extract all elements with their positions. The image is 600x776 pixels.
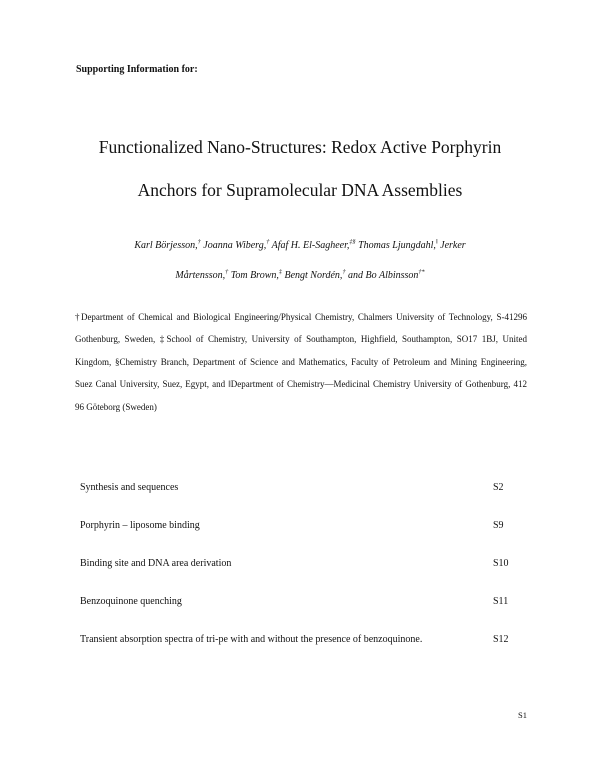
toc-item-label: Synthesis and sequences [80, 482, 179, 493]
affiliations-paragraph: †Department of Chemical and Biological Engineering/Physical Chemistry, Chalmers University of Technology, S-41296 Gothenburg, Sweden, ‡School of Chemistry, University of Southampton, Highfield, Southampton, SO17 1BJ, United Kingdom, §Chemistry Branch, Department of Science and Mathematics, Faculty of Petroleum and Mining Engineering, Suez Canal University, Suez, Egypt, and ‖Department of Chemistry—Medicinal Chemistry University of Gothenburg, 412 96 Göteborg (Sweden) [75, 312, 527, 412]
authors-line-2: Mårtensson,† Tom Brown,‡ Bengt Nordén,† and Bo Albinsson†* [175, 268, 425, 281]
page-number: S1 [518, 710, 527, 720]
toc-item-page: S11 [493, 596, 509, 607]
toc-item-page: S9 [493, 520, 504, 531]
toc-row [80, 596, 517, 634]
toc-item-label: Porphyrin – liposome binding [80, 520, 200, 531]
toc-item-page: S12 [493, 634, 509, 645]
supporting-info-label: Supporting Information for: [76, 64, 198, 75]
toc-row [80, 520, 517, 558]
toc-item-page: S10 [493, 558, 509, 569]
paper-title-line-2: Anchors for Supramolecular DNA Assemblies [137, 180, 463, 200]
paper-title-line-1: Functionalized Nano-Structures: Redox Active Porphyrin [98, 137, 502, 157]
authors-line-1: Karl Börjesson,† Joanna Wiberg,† Afaf H. El-Sagheer,‡§ Thomas Ljungdahl,‖ Jerker [134, 238, 466, 251]
toc-item-label: Binding site and DNA area derivation [80, 558, 232, 569]
toc-item-page: S2 [493, 482, 504, 493]
toc-row [80, 634, 517, 672]
toc-section [80, 482, 517, 672]
toc-row [80, 482, 517, 520]
authors-block [60, 231, 540, 291]
paper-title [40, 126, 560, 212]
toc-item-label: Transient absorption spectra of tri-pe with and without the presence of benzoquinone. [80, 634, 423, 645]
toc-row [80, 558, 517, 596]
toc-item-label: Benzoquinone quenching [80, 596, 182, 607]
